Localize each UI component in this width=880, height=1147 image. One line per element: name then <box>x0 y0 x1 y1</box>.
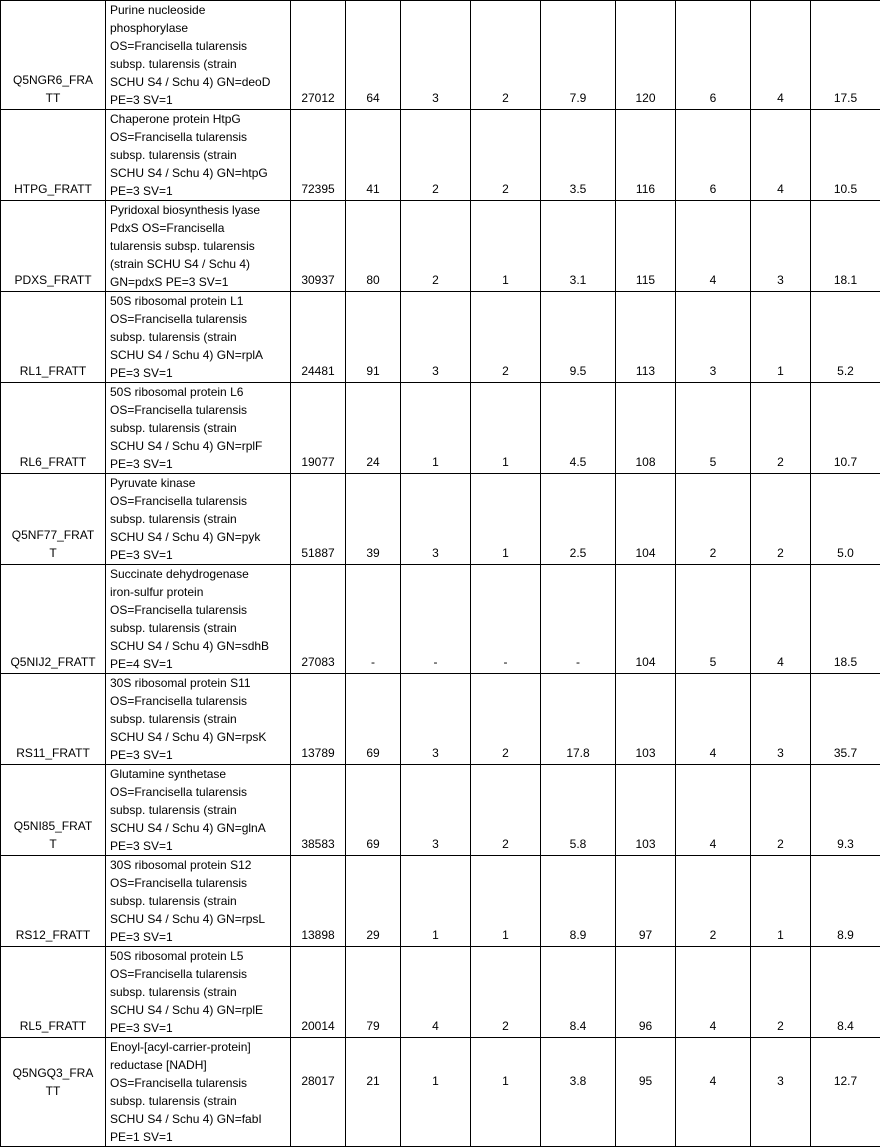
value-cell: 104 <box>616 474 676 565</box>
description-line: iron-sulfur protein <box>110 583 286 601</box>
value-cell: 104 <box>616 565 676 674</box>
description-line: subsp. tularensis (strain <box>110 328 286 346</box>
description-line: SCHU S4 / Schu 4) GN=sdhB <box>110 637 286 655</box>
description-line: PE=3 SV=1 <box>110 364 286 382</box>
sequences-cell: 1 <box>471 201 541 292</box>
description-line: subsp. tularensis (strain <box>110 710 286 728</box>
accession-line: Q5NGQ3_FRA <box>4 1064 102 1082</box>
value-cell: 96 <box>616 947 676 1038</box>
matches-cell: 1 <box>401 383 471 474</box>
table-body <box>1 1 880 1147</box>
description-cell <box>106 1038 291 1147</box>
value-cell: 103 <box>616 765 676 856</box>
description-line: subsp. tularensis (strain <box>110 419 286 437</box>
percent-cell: 8.4 <box>811 947 880 1038</box>
description-line: SCHU S4 / Schu 4) GN=rplE <box>110 1001 286 1019</box>
description-line: SCHU S4 / Schu 4) GN=rplA <box>110 346 286 364</box>
mass-cell: 27083 <box>291 565 346 674</box>
count-a-cell: 5 <box>676 565 751 674</box>
description-line: PE=3 SV=1 <box>110 546 286 564</box>
coverage-cell: 4.5 <box>541 383 616 474</box>
value-cell: 97 <box>616 856 676 947</box>
description-line: OS=Francisella tularensis <box>110 601 286 619</box>
description-line: Purine nucleoside <box>110 1 286 19</box>
accession-line: Q5NIJ2_FRATT <box>4 653 102 671</box>
score-cell: 80 <box>346 201 401 292</box>
percent-cell: 5.0 <box>811 474 880 565</box>
table-row <box>1 1 880 110</box>
description-line: phosphorylase <box>110 19 286 37</box>
description-line: PE=3 SV=1 <box>110 928 286 946</box>
coverage-cell: 2.5 <box>541 474 616 565</box>
description-line: OS=Francisella tularensis <box>110 1074 286 1092</box>
matches-cell: 3 <box>401 292 471 383</box>
accession-line: RL5_FRATT <box>4 1017 102 1035</box>
description-line: SCHU S4 / Schu 4) GN=pyk <box>110 528 286 546</box>
accession-line: Q5NI85_FRAT <box>4 817 102 835</box>
accession-cell <box>1 856 106 947</box>
count-b-cell: 1 <box>751 292 811 383</box>
value-cell: 95 <box>616 1038 676 1147</box>
matches-cell: 3 <box>401 1 471 110</box>
description-line: SCHU S4 / Schu 4) GN=htpG <box>110 164 286 182</box>
description-line: SCHU S4 / Schu 4) GN=glnA <box>110 819 286 837</box>
description-line: 50S ribosomal protein L5 <box>110 947 286 965</box>
sequences-cell: 2 <box>471 1 541 110</box>
description-line: 50S ribosomal protein L6 <box>110 383 286 401</box>
table-row <box>1 674 880 765</box>
count-a-cell: 4 <box>676 1038 751 1147</box>
score-cell: 41 <box>346 110 401 201</box>
accession-line: Q5NGR6_FRA <box>4 71 102 89</box>
description-line: tularensis subsp. tularensis <box>110 237 286 255</box>
matches-cell: 1 <box>401 856 471 947</box>
coverage-cell: 9.5 <box>541 292 616 383</box>
description-line: PE=3 SV=1 <box>110 1019 286 1037</box>
mass-cell: 20014 <box>291 947 346 1038</box>
count-b-cell: 1 <box>751 856 811 947</box>
description-line: OS=Francisella tularensis <box>110 692 286 710</box>
description-line: 30S ribosomal protein S11 <box>110 674 286 692</box>
accession-line: TT <box>4 89 102 107</box>
matches-cell: - <box>401 565 471 674</box>
count-a-cell: 4 <box>676 674 751 765</box>
table-row <box>1 856 880 947</box>
description-line: SCHU S4 / Schu 4) GN=fabI <box>110 1110 286 1128</box>
count-a-cell: 6 <box>676 110 751 201</box>
count-a-cell: 2 <box>676 474 751 565</box>
description-cell <box>106 765 291 856</box>
description-cell <box>106 856 291 947</box>
table-row <box>1 765 880 856</box>
score-cell: - <box>346 565 401 674</box>
description-line: SCHU S4 / Schu 4) GN=deoD <box>110 73 286 91</box>
description-cell <box>106 292 291 383</box>
description-line: subsp. tularensis (strain <box>110 146 286 164</box>
description-cell <box>106 1 291 110</box>
sequences-cell: 2 <box>471 292 541 383</box>
count-b-cell: 3 <box>751 674 811 765</box>
table-row <box>1 565 880 674</box>
score-cell: 91 <box>346 292 401 383</box>
count-b-cell: 2 <box>751 947 811 1038</box>
accession-cell <box>1 201 106 292</box>
score-cell: 69 <box>346 674 401 765</box>
coverage-cell: - <box>541 565 616 674</box>
description-line: subsp. tularensis (strain <box>110 619 286 637</box>
accession-line: PDXS_FRATT <box>4 271 102 289</box>
coverage-cell: 17.8 <box>541 674 616 765</box>
score-cell: 64 <box>346 1 401 110</box>
description-line: subsp. tularensis (strain <box>110 801 286 819</box>
mass-cell: 38583 <box>291 765 346 856</box>
description-line: PdxS OS=Francisella <box>110 219 286 237</box>
description-line: OS=Francisella tularensis <box>110 874 286 892</box>
description-cell <box>106 474 291 565</box>
description-line: PE=3 SV=1 <box>110 746 286 764</box>
count-b-cell: 2 <box>751 474 811 565</box>
mass-cell: 19077 <box>291 383 346 474</box>
percent-cell: 35.7 <box>811 674 880 765</box>
description-cell <box>106 565 291 674</box>
accession-line: T <box>4 835 102 853</box>
sequences-cell: 1 <box>471 856 541 947</box>
accession-line: Q5NF77_FRAT <box>4 526 102 544</box>
count-a-cell: 4 <box>676 765 751 856</box>
matches-cell: 1 <box>401 1038 471 1147</box>
description-line: Chaperone protein HtpG <box>110 110 286 128</box>
description-line: Glutamine synthetase <box>110 765 286 783</box>
count-b-cell: 4 <box>751 565 811 674</box>
description-line: PE=3 SV=1 <box>110 91 286 109</box>
matches-cell: 3 <box>401 674 471 765</box>
description-line: SCHU S4 / Schu 4) GN=rpsL <box>110 910 286 928</box>
description-line: Pyridoxal biosynthesis lyase <box>110 201 286 219</box>
description-line: subsp. tularensis (strain <box>110 892 286 910</box>
count-a-cell: 3 <box>676 292 751 383</box>
table-row <box>1 383 880 474</box>
value-cell: 116 <box>616 110 676 201</box>
coverage-cell: 3.1 <box>541 201 616 292</box>
description-line: OS=Francisella tularensis <box>110 37 286 55</box>
percent-cell: 17.5 <box>811 1 880 110</box>
matches-cell: 3 <box>401 474 471 565</box>
sequences-cell: 1 <box>471 1038 541 1147</box>
accession-line: RL1_FRATT <box>4 362 102 380</box>
table-row <box>1 474 880 565</box>
table-row <box>1 1038 880 1147</box>
description-line: (strain SCHU S4 / Schu 4) <box>110 255 286 273</box>
description-line: PE=1 SV=1 <box>110 1128 286 1146</box>
sequences-cell: 2 <box>471 674 541 765</box>
description-line: SCHU S4 / Schu 4) GN=rpsK <box>110 728 286 746</box>
description-line: PE=3 SV=1 <box>110 837 286 855</box>
percent-cell: 18.5 <box>811 565 880 674</box>
accession-cell <box>1 947 106 1038</box>
description-cell <box>106 201 291 292</box>
description-cell <box>106 947 291 1038</box>
description-line: subsp. tularensis (strain <box>110 983 286 1001</box>
value-cell: 115 <box>616 201 676 292</box>
sequences-cell: - <box>471 565 541 674</box>
mass-cell: 27012 <box>291 1 346 110</box>
matches-cell: 2 <box>401 110 471 201</box>
count-b-cell: 3 <box>751 1038 811 1147</box>
description-line: OS=Francisella tularensis <box>110 783 286 801</box>
percent-cell: 8.9 <box>811 856 880 947</box>
coverage-cell: 3.8 <box>541 1038 616 1147</box>
mass-cell: 72395 <box>291 110 346 201</box>
count-b-cell: 2 <box>751 383 811 474</box>
accession-cell <box>1 674 106 765</box>
coverage-cell: 7.9 <box>541 1 616 110</box>
sequences-cell: 2 <box>471 110 541 201</box>
mass-cell: 13898 <box>291 856 346 947</box>
description-line: Pyruvate kinase <box>110 474 286 492</box>
description-line: subsp. tularensis (strain <box>110 510 286 528</box>
mass-cell: 28017 <box>291 1038 346 1147</box>
accession-line: T <box>4 544 102 562</box>
value-cell: 108 <box>616 383 676 474</box>
description-cell <box>106 383 291 474</box>
score-cell: 79 <box>346 947 401 1038</box>
description-line: PE=3 SV=1 <box>110 182 286 200</box>
count-b-cell: 4 <box>751 1 811 110</box>
accession-cell <box>1 110 106 201</box>
coverage-cell: 8.4 <box>541 947 616 1038</box>
table-row <box>1 947 880 1038</box>
percent-cell: 10.5 <box>811 110 880 201</box>
accession-cell <box>1 1038 106 1147</box>
description-line: PE=3 SV=1 <box>110 455 286 473</box>
mass-cell: 13789 <box>291 674 346 765</box>
accession-cell <box>1 1 106 110</box>
sequences-cell: 1 <box>471 383 541 474</box>
value-cell: 103 <box>616 674 676 765</box>
description-cell <box>106 674 291 765</box>
accession-cell <box>1 765 106 856</box>
description-line: subsp. tularensis (strain <box>110 1092 286 1110</box>
sequences-cell: 1 <box>471 474 541 565</box>
description-line: OS=Francisella tularensis <box>110 965 286 983</box>
description-line: PE=4 SV=1 <box>110 655 286 673</box>
accession-line: RL6_FRATT <box>4 453 102 471</box>
coverage-cell: 8.9 <box>541 856 616 947</box>
description-line: OS=Francisella tularensis <box>110 492 286 510</box>
description-line: subsp. tularensis (strain <box>110 55 286 73</box>
count-a-cell: 4 <box>676 947 751 1038</box>
value-cell: 113 <box>616 292 676 383</box>
score-cell: 39 <box>346 474 401 565</box>
sequences-cell: 2 <box>471 947 541 1038</box>
matches-cell: 2 <box>401 201 471 292</box>
score-cell: 24 <box>346 383 401 474</box>
accession-cell <box>1 292 106 383</box>
accession-line: TT <box>4 1082 102 1100</box>
table-row <box>1 110 880 201</box>
accession-cell <box>1 474 106 565</box>
mass-cell: 51887 <box>291 474 346 565</box>
coverage-cell: 3.5 <box>541 110 616 201</box>
count-b-cell: 4 <box>751 110 811 201</box>
description-line: Enoyl-[acyl-carrier-protein] <box>110 1038 286 1056</box>
accession-line: RS11_FRATT <box>4 744 102 762</box>
score-cell: 29 <box>346 856 401 947</box>
matches-cell: 4 <box>401 947 471 1038</box>
table-row <box>1 201 880 292</box>
score-cell: 69 <box>346 765 401 856</box>
percent-cell: 10.7 <box>811 383 880 474</box>
percent-cell: 12.7 <box>811 1038 880 1147</box>
coverage-cell: 5.8 <box>541 765 616 856</box>
description-line: Succinate dehydrogenase <box>110 565 286 583</box>
score-cell: 21 <box>346 1038 401 1147</box>
accession-line: HTPG_FRATT <box>4 180 102 198</box>
description-line: OS=Francisella tularensis <box>110 128 286 146</box>
sequences-cell: 2 <box>471 765 541 856</box>
mass-cell: 30937 <box>291 201 346 292</box>
accession-line: RS12_FRATT <box>4 926 102 944</box>
description-line: reductase [NADH] <box>110 1056 286 1074</box>
mass-cell: 24481 <box>291 292 346 383</box>
percent-cell: 9.3 <box>811 765 880 856</box>
description-line: OS=Francisella tularensis <box>110 310 286 328</box>
count-a-cell: 4 <box>676 201 751 292</box>
percent-cell: 18.1 <box>811 201 880 292</box>
accession-cell <box>1 565 106 674</box>
count-a-cell: 6 <box>676 1 751 110</box>
count-a-cell: 2 <box>676 856 751 947</box>
description-cell <box>106 110 291 201</box>
description-line: 30S ribosomal protein S12 <box>110 856 286 874</box>
value-cell: 120 <box>616 1 676 110</box>
count-b-cell: 3 <box>751 201 811 292</box>
table-row <box>1 292 880 383</box>
description-line: OS=Francisella tularensis <box>110 401 286 419</box>
percent-cell: 5.2 <box>811 292 880 383</box>
description-line: SCHU S4 / Schu 4) GN=rplF <box>110 437 286 455</box>
description-line: GN=pdxS PE=3 SV=1 <box>110 273 286 291</box>
count-a-cell: 5 <box>676 383 751 474</box>
description-line: 50S ribosomal protein L1 <box>110 292 286 310</box>
matches-cell: 3 <box>401 765 471 856</box>
count-b-cell: 2 <box>751 765 811 856</box>
accession-cell <box>1 383 106 474</box>
